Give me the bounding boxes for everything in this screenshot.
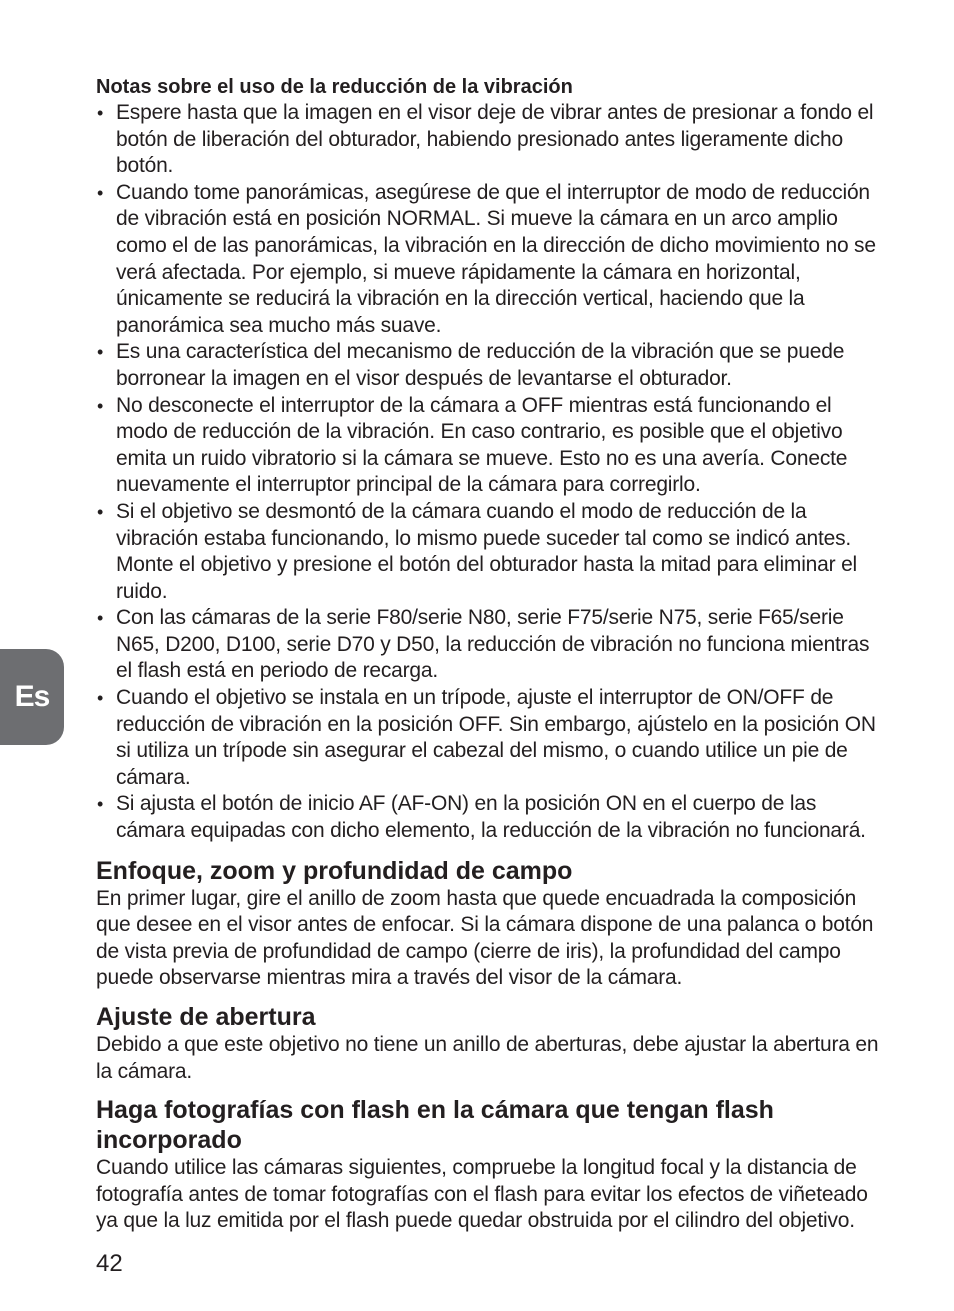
list-item-text: Espere hasta que la imagen en el visor deje de vibrar antes de presionar a fondo el botón de liberación del obturador, habiendo presionado antes ligeramente dicho botón. (116, 101, 874, 178)
bullet: • (97, 103, 104, 123)
bullet: • (97, 395, 104, 416)
bullet: • (97, 794, 104, 815)
list-item (96, 499, 886, 605)
list-item (96, 685, 886, 791)
list-item-text: Cuando tome panorámicas, asegúrese de que el interruptor de modo de reducción de vibración está en posición NORMAL. Si mueve la cámara en un arco amplio como el de las panorámicas, la vibración en la dirección de dicho movimiento no se verá afectada. Por ejemplo, si mueve rápidamente la cámara en horizontal, únicamente se reducirá la vibración en la dirección vertical, haciendo que la panorámica sea mucho más suave. (116, 180, 876, 337)
notes-list (96, 100, 886, 845)
section-title-flash: Haga fotografías con flash en la cámara que tengan flash incorporado (96, 1096, 774, 1155)
list-item (96, 791, 886, 844)
bullet: • (97, 688, 104, 709)
bullet: • (97, 608, 104, 629)
section-body-aperture: Debido a que este objetivo no tiene un anillo de aberturas, debe ajustar la abertura en la cámara. (96, 1033, 879, 1083)
list-item-text: Con las cámaras de la serie F80/serie N80, serie F75/serie N75, serie F65/serie N65, D200, D100, serie D70 y D50, la reducción de vibración no funciona mientras el flash está en periodo de recarga. (116, 606, 870, 683)
page-content (96, 74, 886, 1235)
section-body-focus: En primer lugar, gire el anillo de zoom hasta que quede encuadrada la composición que desee en el visor antes de enfocar. Si la cámara dispone de una palanca o botón de vista previa de profundidad de campo (cierre de iris), la profundidad del campo puede observarse mientras mira a través del visor de la cámara. (96, 886, 874, 990)
list-item (96, 393, 886, 499)
list-item (96, 180, 886, 340)
section-body-flash: Cuando utilice las cámaras siguientes, compruebe la longitud focal y la distancia de fotografía antes de tomar fotografías con el flash para evitar los efectos de viñeteado ya que la luz emitida por el flash puede quedar obstruida por el cilindro del objetivo. (96, 1156, 868, 1233)
notes-title: Notas sobre el uso de la reducción de la vibración (96, 76, 573, 98)
list-item-text: No desconecte el interruptor de la cámara a OFF mientras está funcionando el modo de reducción de la vibración. En caso contrario, es posible que el objetivo emita un ruido vibratorio si la cámara se mueve. Esto no es una avería. Conecte nuevamente el interruptor principal de la cámara para corregirlo. (116, 393, 848, 497)
list-item (96, 100, 886, 180)
list-item-text: Si el objetivo se desmontó de la cámara cuando el modo de reducción de la vibración estaba funcionando, lo mismo puede suceder tal como se indicó antes. Monte el objetivo y presione el botón del obturador hasta la mitad para eliminar el ruido. (116, 499, 858, 603)
bullet: • (97, 501, 104, 522)
list-item (96, 605, 886, 685)
page-number: 42 (96, 1250, 123, 1277)
bullet: • (97, 182, 104, 203)
list-item-text: Cuando el objetivo se instala en un trípode, ajuste el interruptor de ON/OFF de reducción de vibración en la posición OFF. Sin embargo, ajústelo en la posición ON si utiliza un trípode sin asegurar el cabezal del mismo, o cuando utilice un pie de cámara. (116, 686, 876, 789)
list-item-text: Si ajusta el botón de inicio AF (AF-ON) en la posición ON en el cuerpo de las cámara equipadas con dicho elemento, la reducción de la vibración no funcionará. (116, 792, 866, 843)
bullet: • (97, 342, 104, 363)
section-title-aperture: Ajuste de abertura (96, 1003, 316, 1031)
list-item (96, 339, 886, 392)
section-title-focus: Enfoque, zoom y profundidad de campo (96, 856, 573, 885)
language-tab: Es (0, 649, 64, 745)
list-item-text: Es una característica del mecanismo de reducción de la vibración que se puede borronear la imagen en el visor después de levantarse el obturador. (116, 340, 845, 390)
